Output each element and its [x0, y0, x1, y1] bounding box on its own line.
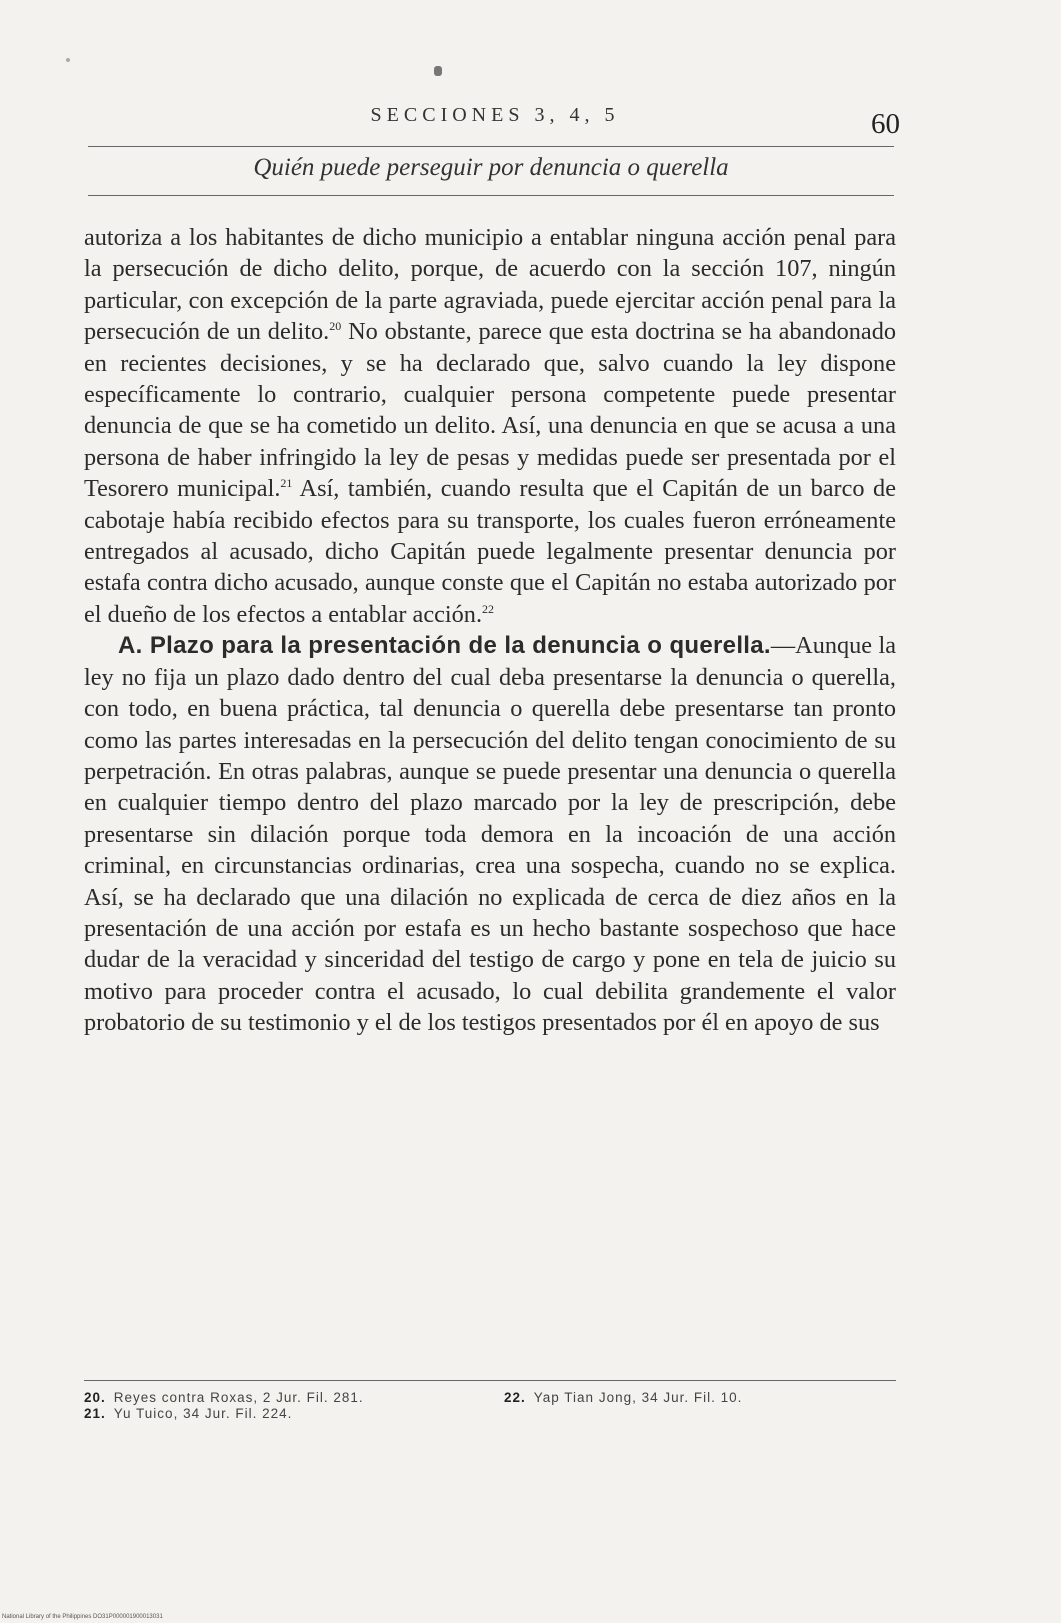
paragraph	[84, 630, 896, 1038]
footnote-ref: 22	[482, 601, 495, 616]
subtitle-rule	[88, 195, 894, 196]
footnote	[84, 1390, 504, 1406]
text-run: No obstante, parece que esta doctrina se ha abandonado en recientes decisiones, y se ha declarado que, salvo cuando la ley dispone específicamente lo contrario, cualquier persona competente puede presentar denuncia de que se ha cometido un delito. Así, una denuncia en que se acusa a una persona de haber infringido la ley de pesas y medidas puede ser presentada por el Tesorero municipal.	[84, 318, 896, 503]
footnote-number: 20.	[84, 1390, 106, 1405]
footnote-ref: 21	[280, 476, 293, 491]
text-run: —Aunque la ley no fija un plazo dado dentro del cual deba presentarse la denuncia o querella, con todo, en buena práctica, tal denuncia o querella debe presentarse tan pronto como las partes interesadas en la persecución del delito tengan conocimiento de su perpetración. En otras palabras, aunque se puede presentar una denuncia o querella en cualquier tiempo dentro del plazo marcado por la ley de prescripción, debe presentarse sin dilación porque toda demora en la incoación de una acción criminal, en circunstancias ordinarias, crea una sospecha, cuando no se explica. Así, se ha declarado que una dilación no explicada de cerca de diez años en la presentación de una acción por estafa es un hecho bastante sospechoso que hace dudar de la veracidad y sinceridad del testigo de cargo y pone en tela de juicio su motivo para proceder contra el acusado, lo cual debilita grandemente el valor probatorio de su testimonio y el de los testigos presentados por él en apoyo de sus	[84, 632, 896, 1037]
ink-speck	[66, 58, 70, 62]
footnote-row	[84, 1390, 896, 1406]
footnote-number: 21.	[84, 1406, 106, 1421]
paragraph	[84, 222, 896, 630]
text-run: Así, también, cuando resulta que el Capitán de un barco de cabotaje había recibido efectos para su transporte, los cuales fueron erróneamente entregados al acusado, dicho Capitán puede legalmente presentar denuncia por estafa contra dicho acusado, aunque conste que el Capitán no estaba autorizado por el dueño de los efectos a entablar acción.	[84, 475, 896, 628]
footnote	[84, 1406, 504, 1422]
footnotes	[84, 1390, 896, 1422]
footnote	[504, 1390, 742, 1406]
library-watermark: National Library of the Philippines DO31P000001900013031	[2, 1614, 163, 1620]
section-heading-inline: A. Plazo para la presentación de la denuncia o querella.	[118, 632, 771, 660]
page-subtitle: Quién puede perseguir por denuncia o querella	[253, 154, 729, 181]
section-heading: SECCIONES 3, 4, 5	[370, 104, 620, 126]
footnote-text: Yap Tian Jong, 34 Jur. Fil. 10.	[533, 1390, 743, 1405]
footnote-text: Yu Tuico, 34 Jur. Fil. 224.	[113, 1406, 293, 1421]
text-run: autoriza a los habitantes de dicho municipio a entablar ninguna acción penal para la persecución de dicho delito, porque, de acuerdo con la sección 107, ningún particular, con excepción de la parte agraviada, puede ejercitar acción penal para la persecución de un delito.	[84, 224, 896, 346]
footnote-row	[84, 1406, 896, 1422]
running-header	[90, 100, 900, 140]
header-rule	[88, 146, 894, 147]
ink-speck	[434, 66, 442, 76]
footnote-rule	[84, 1380, 896, 1381]
footnote-number: 22.	[504, 1390, 526, 1405]
footnote-text: Reyes contra Roxas, 2 Jur. Fil. 281.	[113, 1390, 364, 1405]
body-text	[84, 222, 896, 1039]
footnote-ref: 20	[329, 319, 342, 334]
page-number: 60	[871, 108, 900, 140]
